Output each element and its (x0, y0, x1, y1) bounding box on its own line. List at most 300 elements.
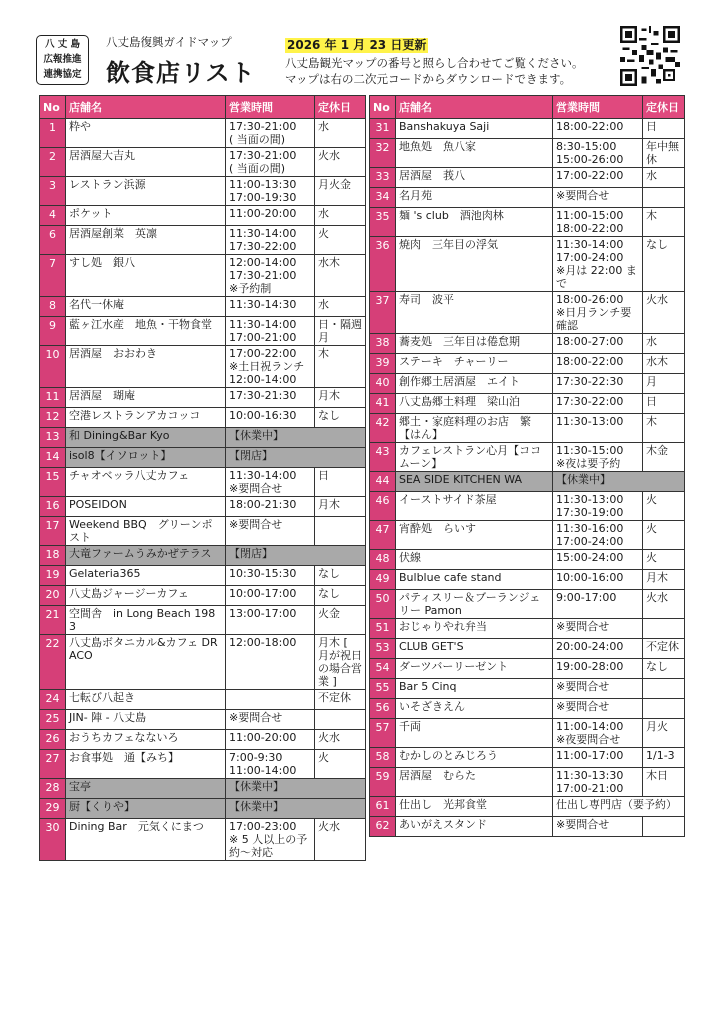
row-number: 9 (40, 317, 66, 346)
table-row (370, 719, 685, 748)
shop-hours: 11:30-14:00 17:00-21:00 (226, 317, 315, 346)
shop-name: 名代一休庵 (66, 297, 226, 317)
table-row (40, 635, 366, 690)
shop-hours: 18:00-21:30 (226, 497, 315, 517)
shop-hours: ※要問合せ (553, 188, 643, 208)
shop-hours: 8:30-15:00 15:00-26:00 (553, 139, 643, 168)
row-number: 57 (370, 719, 396, 748)
table-row (40, 497, 366, 517)
shop-closed-day: 水木 (643, 354, 685, 374)
row-number: 3 (40, 177, 66, 206)
header-no: No (40, 96, 66, 119)
shop-closed-day: なし (315, 586, 366, 606)
header-name: 店舗名 (66, 96, 226, 119)
shop-name: 和 Dining&Bar Kyo (66, 428, 226, 448)
table-row (370, 619, 685, 639)
shop-name: おじゃりやれ弁当 (396, 619, 553, 639)
shop-hours: 11:00-14:00 ※夜要問合せ (553, 719, 643, 748)
shop-name: 七転び八起き (66, 690, 226, 710)
table-body-left (40, 119, 366, 861)
shop-name: 厨【くりや】 (66, 799, 226, 819)
shop-hours: 13:00-17:00 (226, 606, 315, 635)
row-number: 1 (40, 119, 66, 148)
shop-name: パティスリー＆ブーランジェリー Pamon (396, 590, 553, 619)
row-number: 30 (40, 819, 66, 861)
shop-closed-day: 水木 (315, 255, 366, 297)
shop-closed-day: 木日 (643, 768, 685, 797)
page-title: 飲食店リスト (106, 59, 256, 87)
shop-name: Bar 5 Cinq (396, 679, 553, 699)
header-closed: 定休日 (315, 96, 366, 119)
shop-name: いそざきえん (396, 699, 553, 719)
row-number: 10 (40, 346, 66, 388)
shop-closed-day: 日 (643, 119, 685, 139)
table-row (370, 472, 685, 492)
table-row (370, 374, 685, 394)
shop-closed-day (643, 188, 685, 208)
qr-code-icon[interactable] (620, 26, 680, 86)
row-number: 24 (40, 690, 66, 710)
shop-closed-day: 月木 (315, 497, 366, 517)
row-number: 31 (370, 119, 396, 139)
shop-name: POSEIDON (66, 497, 226, 517)
shop-name: 名月苑 (396, 188, 553, 208)
row-number: 40 (370, 374, 396, 394)
row-number: 17 (40, 517, 66, 546)
row-number: 13 (40, 428, 66, 448)
shop-hours: 11:00-15:00 18:00-22:00 (553, 208, 643, 237)
shop-hours: ※要問合せ (553, 619, 643, 639)
shop-closed-day: 火水 (315, 730, 366, 750)
shop-closed-day: なし (315, 566, 366, 586)
row-number: 16 (40, 497, 66, 517)
row-number: 4 (40, 206, 66, 226)
table-row (40, 346, 366, 388)
row-number: 14 (40, 448, 66, 468)
shop-name: むかしのとみじろう (396, 748, 553, 768)
shop-name: 大竜ファームうみかぜテラス (66, 546, 226, 566)
shop-hours: 12:00-18:00 (226, 635, 315, 690)
shop-closed-day: 月木 (643, 570, 685, 590)
row-number: 19 (40, 566, 66, 586)
table-row (370, 590, 685, 619)
row-number: 26 (40, 730, 66, 750)
shop-name: レストラン浜源 (66, 177, 226, 206)
shop-hours: ※要問合せ (226, 517, 315, 546)
row-number: 53 (370, 639, 396, 659)
table-row (40, 255, 366, 297)
shop-hours: 11:00-13:30 17:00-19:30 (226, 177, 315, 206)
table-row (370, 394, 685, 414)
stamp-line: 広報推進 (43, 54, 82, 65)
shop-hours: 【休業中】 (226, 428, 366, 448)
shop-hours: 17:30-21:00 ( 当面の間) (226, 119, 315, 148)
table-row (40, 566, 366, 586)
table-row (40, 730, 366, 750)
shop-closed-day: 火 (315, 750, 366, 779)
table-row (370, 208, 685, 237)
shop-closed-day (315, 517, 366, 546)
shop-closed-day: 水 (643, 334, 685, 354)
table-row (40, 177, 366, 206)
table-row (370, 521, 685, 550)
table-row (40, 408, 366, 428)
table-row (370, 699, 685, 719)
shop-name: 八丈島郷土料理 梁山泊 (396, 394, 553, 414)
shop-name: あいがえスタンド (396, 817, 553, 837)
shop-hours: 【休業中】 (553, 472, 685, 492)
row-number: 20 (40, 586, 66, 606)
shop-hours: 18:00-22:00 (553, 354, 643, 374)
restaurant-table-left (39, 95, 366, 861)
table-row (370, 443, 685, 472)
table-row (40, 206, 366, 226)
shop-closed-day: 日 (643, 394, 685, 414)
table-row (370, 817, 685, 837)
shop-hours (226, 690, 315, 710)
shop-name: 宝亭 (66, 779, 226, 799)
row-number: 42 (370, 414, 396, 443)
table-row (40, 799, 366, 819)
table-row (40, 819, 366, 861)
table-row (40, 586, 366, 606)
shop-name: 創作郷土居酒屋 エイト (396, 374, 553, 394)
header-no: No (370, 96, 396, 119)
shop-hours: 20:00-24:00 (553, 639, 643, 659)
table-row (40, 750, 366, 779)
shop-name: 空港レストランアカコッコ (66, 408, 226, 428)
shop-closed-day: 火水 (643, 590, 685, 619)
shop-name: 居酒屋 莪八 (396, 168, 553, 188)
row-number: 48 (370, 550, 396, 570)
shop-hours: 11:30-15:00 ※夜は要予約 (553, 443, 643, 472)
shop-hours: 18:00-22:00 (553, 119, 643, 139)
table-row (40, 606, 366, 635)
shop-hours: 11:30-13:00 (553, 414, 643, 443)
shop-hours: 17:30-21:30 (226, 388, 315, 408)
shop-closed-day: なし (315, 408, 366, 428)
shop-hours: 7:00-9:30 11:00-14:00 (226, 750, 315, 779)
shop-name: CLUB GET'S (396, 639, 553, 659)
shop-hours: 11:30-14:00 17:30-22:00 (226, 226, 315, 255)
row-number: 61 (370, 797, 396, 817)
table-row (370, 492, 685, 521)
table-row (40, 710, 366, 730)
table-row (370, 334, 685, 354)
table-row (40, 468, 366, 497)
table-row (40, 226, 366, 255)
shop-closed-day: 年中無休 (643, 139, 685, 168)
shop-hours: 【閉店】 (226, 546, 366, 566)
shop-closed-day: 火 (643, 521, 685, 550)
row-number: 22 (40, 635, 66, 690)
shop-hours: 17:00-22:00 ※土日祝ランチ 12:00-14:00 (226, 346, 315, 388)
row-number: 54 (370, 659, 396, 679)
shop-hours: 【休業中】 (226, 779, 366, 799)
row-number: 11 (40, 388, 66, 408)
shop-hours: 17:00-23:00 ※ 5 人以上の予約〜対応 (226, 819, 315, 861)
stamp-line: 八 丈 島 (44, 39, 81, 50)
shop-hours: 11:00-20:00 (226, 730, 315, 750)
row-number: 27 (40, 750, 66, 779)
shop-closed-day: 火 (315, 226, 366, 255)
shop-hours: 11:30-14:30 (226, 297, 315, 317)
shop-closed-day: 火水 (315, 819, 366, 861)
shop-hours: 17:30-22:00 (553, 394, 643, 414)
row-number: 21 (40, 606, 66, 635)
usage-note (285, 55, 584, 87)
shop-name: 伏線 (396, 550, 553, 570)
shop-closed-day: 日・隔週月 (315, 317, 366, 346)
table-row (40, 148, 366, 177)
shop-hours: 19:00-28:00 (553, 659, 643, 679)
shop-hours: 12:00-14:00 17:30-21:00 ※予約制 (226, 255, 315, 297)
shop-name: 千両 (396, 719, 553, 748)
table-row (40, 546, 366, 566)
shop-hours: 11:30-16:00 17:00-24:00 (553, 521, 643, 550)
header-hours: 営業時間 (226, 96, 315, 119)
shop-hours: 9:00-17:00 (553, 590, 643, 619)
shop-closed-day: 水 (315, 206, 366, 226)
row-number: 2 (40, 148, 66, 177)
row-number: 51 (370, 619, 396, 639)
shop-name: 宵酔処 らいす (396, 521, 553, 550)
shop-closed-day: 月木 (315, 388, 366, 408)
row-number: 34 (370, 188, 396, 208)
row-number: 62 (370, 817, 396, 837)
note-line: 八丈島観光マップの番号と照らし合わせてご覧ください。 (285, 56, 584, 70)
shop-name: 居酒屋大吉丸 (66, 148, 226, 177)
row-number: 47 (370, 521, 396, 550)
row-number: 58 (370, 748, 396, 768)
shop-hours: 【閉店】 (226, 448, 366, 468)
shop-hours: 11:30-14:00 ※要問合せ (226, 468, 315, 497)
shop-hours: 11:30-13:30 17:00-21:00 (553, 768, 643, 797)
shop-closed-day (315, 710, 366, 730)
table-row (370, 237, 685, 292)
shop-closed-day: 月 (643, 374, 685, 394)
shop-name: 藍ヶ江水産 地魚・干物食堂 (66, 317, 226, 346)
shop-hours: 10:00-16:30 (226, 408, 315, 428)
shop-name: ダーツバーリーゼント (396, 659, 553, 679)
shop-closed-day: 不定休 (315, 690, 366, 710)
row-number: 39 (370, 354, 396, 374)
stamp-line: 連携協定 (43, 69, 82, 80)
shop-hours: 18:00-27:00 (553, 334, 643, 354)
table-row (370, 797, 685, 817)
row-number: 32 (370, 139, 396, 168)
row-number: 36 (370, 237, 396, 292)
shop-closed-day: 1/1-3 (643, 748, 685, 768)
shop-hours: ※要問合せ (553, 699, 643, 719)
shop-name: 八丈島ボタニカル&カフェ DRACO (66, 635, 226, 690)
shop-name: ステーキ チャーリー (396, 354, 553, 374)
row-number: 18 (40, 546, 66, 566)
shop-hours: 15:00-24:00 (553, 550, 643, 570)
shop-hours: 11:30-13:00 17:30-19:00 (553, 492, 643, 521)
table-row (370, 119, 685, 139)
shop-name: Bulblue cafe stand (396, 570, 553, 590)
shop-closed-day: 火水 (643, 292, 685, 334)
shop-name: JIN- 陣 - 八丈島 (66, 710, 226, 730)
shop-hours: 【休業中】 (226, 799, 366, 819)
table-row (370, 168, 685, 188)
shop-closed-day: 木 (643, 414, 685, 443)
row-number: 33 (370, 168, 396, 188)
shop-closed-day: 月火 (643, 719, 685, 748)
shop-hours: 11:30-14:00 17:00-24:00 ※月は 22:00 まで (553, 237, 643, 292)
shop-hours: 18:00-26:00 ※日月ランチ要確認 (553, 292, 643, 334)
shop-name: Weekend BBQ グリーンポスト (66, 517, 226, 546)
shop-name: 蕎麦処 三年目は倦怠期 (396, 334, 553, 354)
shop-closed-day: なし (643, 659, 685, 679)
row-number: 7 (40, 255, 66, 297)
shop-name: 地魚処 魚八家 (396, 139, 553, 168)
shop-name: 寿司 波平 (396, 292, 553, 334)
shop-hours: 10:30-15:30 (226, 566, 315, 586)
shop-closed-day (643, 679, 685, 699)
row-number: 37 (370, 292, 396, 334)
shop-hours: 17:00-22:00 (553, 168, 643, 188)
table-row (370, 188, 685, 208)
shop-hours: 仕出し専門店（要予約） (553, 797, 685, 817)
row-number: 35 (370, 208, 396, 237)
table-row (40, 517, 366, 546)
shop-name: Dining Bar 元気くにまつ (66, 819, 226, 861)
row-number: 29 (40, 799, 66, 819)
table-row (40, 428, 366, 448)
table-row (40, 448, 366, 468)
shop-name: おうちカフェなないろ (66, 730, 226, 750)
shop-closed-day: 不定休 (643, 639, 685, 659)
shop-name: 焼肉 三年目の浮気 (396, 237, 553, 292)
shop-name: お食事処 通【みち】 (66, 750, 226, 779)
shop-closed-day: 木 (643, 208, 685, 237)
table-row (370, 570, 685, 590)
shop-name: カフェレストラン心月【ココムーン】 (396, 443, 553, 472)
note-line: マップは右の二次元コードからダウンロードできます。 (285, 72, 572, 86)
table-row (370, 414, 685, 443)
row-number: 43 (370, 443, 396, 472)
shop-hours: 17:30-22:30 (553, 374, 643, 394)
row-number: 56 (370, 699, 396, 719)
shop-name: 居酒屋 おおわき (66, 346, 226, 388)
shop-closed-day: 日 (315, 468, 366, 497)
shop-closed-day: 火 (643, 550, 685, 570)
shop-name: 空間舎 in Long Beach 1983 (66, 606, 226, 635)
shop-name: Banshakuya Saji (396, 119, 553, 139)
shop-name: 居酒屋 むらた (396, 768, 553, 797)
table-row (370, 639, 685, 659)
table-row (40, 297, 366, 317)
shop-hours: ※要問合せ (226, 710, 315, 730)
shop-name: isol8【イソロット】 (66, 448, 226, 468)
coalition-stamp (36, 35, 89, 85)
shop-closed-day: 木金 (643, 443, 685, 472)
shop-name: 八丈島ジャージーカフェ (66, 586, 226, 606)
shop-name: SEA SIDE KITCHEN WA (396, 472, 553, 492)
shop-name: 仕出し 光邦食堂 (396, 797, 553, 817)
row-number: 55 (370, 679, 396, 699)
shop-closed-day: 水 (643, 168, 685, 188)
shop-hours: ※要問合せ (553, 817, 643, 837)
shop-closed-day: 月木 [ 月が祝日の場合営業 ] (315, 635, 366, 690)
shop-hours: 11:00-17:00 (553, 748, 643, 768)
table-row (370, 139, 685, 168)
page-subtitle: 八丈島復興ガイドマップ (106, 35, 232, 49)
shop-name: ポケット (66, 206, 226, 226)
row-number: 28 (40, 779, 66, 799)
shop-name: イーストサイド茶屋 (396, 492, 553, 521)
row-number: 44 (370, 472, 396, 492)
row-number: 41 (370, 394, 396, 414)
updated-date: 2026 年 1 月 23 日更新 (287, 38, 427, 52)
shop-hours: 10:00-16:00 (553, 570, 643, 590)
row-number: 8 (40, 297, 66, 317)
shop-closed-day: なし (643, 237, 685, 292)
header-hours: 営業時間 (553, 96, 643, 119)
restaurant-table-right (369, 95, 685, 837)
table-row (40, 119, 366, 148)
table-row (40, 779, 366, 799)
shop-hours: ※要問合せ (553, 679, 643, 699)
table-row (370, 354, 685, 374)
shop-hours: 11:00-20:00 (226, 206, 315, 226)
shop-name: すし処 銀八 (66, 255, 226, 297)
table-body-right (370, 119, 685, 837)
table-row (370, 550, 685, 570)
shop-closed-day (643, 619, 685, 639)
row-number: 12 (40, 408, 66, 428)
shop-name: 郷土・家庭料理のお店 繁【はん】 (396, 414, 553, 443)
row-number: 6 (40, 226, 66, 255)
table-row (370, 659, 685, 679)
table-row (370, 748, 685, 768)
shop-name: 麺 's club 酒池肉林 (396, 208, 553, 237)
row-number: 59 (370, 768, 396, 797)
shop-name: 粋や (66, 119, 226, 148)
row-number: 25 (40, 710, 66, 730)
table-row (40, 690, 366, 710)
row-number: 50 (370, 590, 396, 619)
shop-hours: 10:00-17:00 (226, 586, 315, 606)
shop-closed-day: 月火金 (315, 177, 366, 206)
shop-closed-day: 火水 (315, 148, 366, 177)
table-row (370, 292, 685, 334)
shop-name: チャオベッラ八丈カフェ (66, 468, 226, 497)
row-number: 38 (370, 334, 396, 354)
header-closed: 定休日 (643, 96, 685, 119)
shop-closed-day: 火 (643, 492, 685, 521)
shop-closed-day: 水 (315, 119, 366, 148)
shop-name: Gelateria365 (66, 566, 226, 586)
table-row (40, 388, 366, 408)
shop-closed-day (643, 699, 685, 719)
shop-hours: 17:30-21:00 ( 当面の間) (226, 148, 315, 177)
row-number: 15 (40, 468, 66, 497)
shop-closed-day: 火金 (315, 606, 366, 635)
shop-name: 居酒屋 瑚庵 (66, 388, 226, 408)
row-number: 46 (370, 492, 396, 521)
shop-closed-day: 水 (315, 297, 366, 317)
shop-closed-day: 木 (315, 346, 366, 388)
shop-closed-day (643, 817, 685, 837)
table-row (370, 679, 685, 699)
shop-name: 居酒屋創菜 英凛 (66, 226, 226, 255)
table-row (370, 768, 685, 797)
header-name: 店舗名 (396, 96, 553, 119)
table-row (40, 317, 366, 346)
